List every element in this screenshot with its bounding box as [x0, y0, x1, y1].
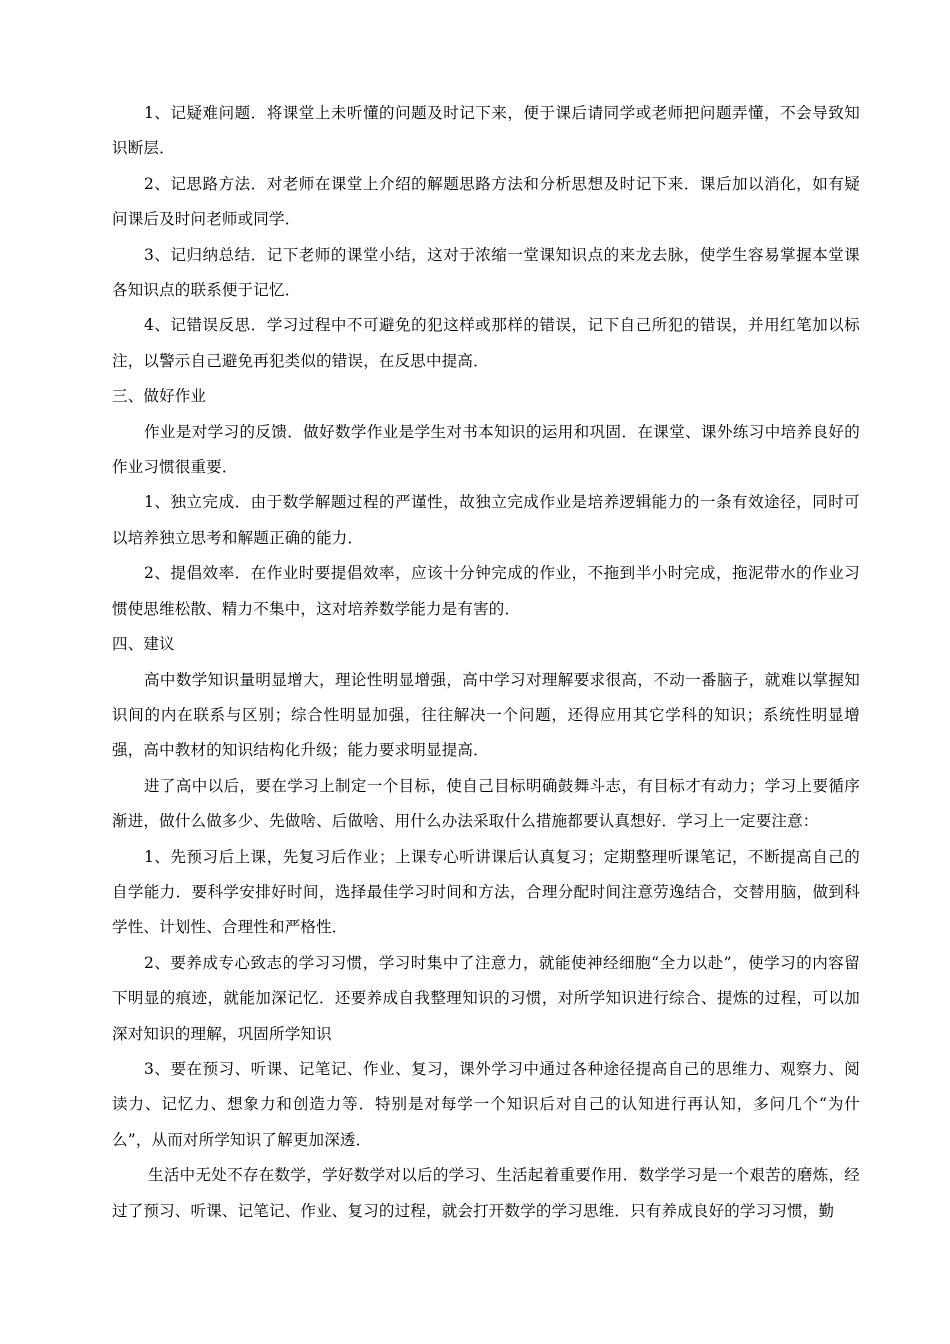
paragraph-homework-efficiency: 2、提倡效率．在作业时要提倡效率，应该十分钟完成的作业，不拖到半小时完成，拖泥带水的作业习惯使思维松散、精力不集中，这对培养数学能力是有害的．	[112, 564, 860, 618]
paragraph-conclusion: 生活中无处不存在数学，学好数学对以后的学习、生活起着重要作用．数学学习是一个艰苦的磨炼，经过了预习、听课、记笔记、作业、复习的过程，就会打开数学的学习思维．只有养成良好的学习习惯，勤	[112, 1166, 860, 1220]
paragraph-homework-independent: 1、独立完成．由于数学解题过程的严谨性，故独立完成作业是培养逻辑能力的一条有效途径，同时可以培养独立思考和解题正确的能力．	[112, 493, 860, 547]
paragraph-suggestions-intro: 高中数学知识量明显增大，理论性明显增强，高中学习对理解要求很高，不动一番脑子，就难以掌握知识间的内在联系与区别；综合性明显加强，往往解决一个问题，还得应用其它学科的知识；系统性明显增强，高中教材的知识结构化升级；能力要求明显提高．	[112, 670, 860, 760]
paragraph-suggestion-focus: 2、要养成专心致志的学习习惯，学习时集中了注意力，就能使神经细胞“全力以赴”，使学习的内容留下明显的痕迹，就能加深记忆．还要养成自我整理知识的习惯，对所学知识进行综合、提炼的过程，可以加深对知识的理解，巩固所学知识	[112, 953, 860, 1043]
paragraph-suggestions-goals: 进了高中以后，要在学习上制定一个目标，使自己目标明确鼓舞斗志，有目标才有动力；学习上要循序渐进，做什么做多少、先做啥、后做啥、用什么办法采取什么措施都要认真想好．学习上一定要注意：	[112, 776, 860, 831]
paragraph-note-errors: 4、记错误反思．学习过程中不可避免的犯这样或那样的错误，记下自己所犯的错误，并用红笔加以标注，以警示自己避免再犯类似的错误，在反思中提高．	[112, 316, 860, 370]
section-heading-homework: 三、做好作业	[112, 387, 207, 406]
paragraph-suggestion-thinking: 3、要在预习、听课、记笔记、作业、复习，课外学习中通过各种途径提高自己的思维力、观察力、阅读力、记忆力、想象力和创造力等．特别是对每学一个知识后对自己的认知进行再认知，多问几个“为什么”，从而对所学知识了解更加深透．	[112, 1059, 860, 1149]
paragraph-suggestion-preview: 1、先预习后上课，先复习后作业；上课专心听讲课后认真复习；定期整理听课笔记，不断提高自己的自学能力．要科学安排好时间，选择最佳学习时间和方法，合理分配时间注意劳逸结合，交替用脑，做到科学性、计划性、合理性和严格性．	[112, 847, 860, 937]
paragraph-note-questions: 1、记疑难问题．将课堂上未听懂的问题及时记下来，便于课后请同学或老师把问题弄懂，不会导致知识断层．	[112, 104, 860, 158]
paragraph-note-methods: 2、记思路方法．对老师在课堂上介绍的解题思路方法和分析思想及时记下来．课后加以消化，如有疑问课后及时问老师或同学．	[112, 174, 860, 229]
document-body	[112, 96, 860, 1229]
section-heading-suggestions: 四、建议	[112, 635, 175, 654]
paragraph-note-summary: 3、记归纳总结．记下老师的课堂小结，这对于浓缩一堂课知识点的来龙去脉，使学生容易掌握本堂课各知识点的联系便于记忆．	[112, 245, 860, 300]
paragraph-homework-intro: 作业是对学习的反馈．做好数学作业是学生对书本知识的运用和巩固．在课堂、课外练习中培养良好的作业习惯很重要．	[112, 422, 860, 477]
